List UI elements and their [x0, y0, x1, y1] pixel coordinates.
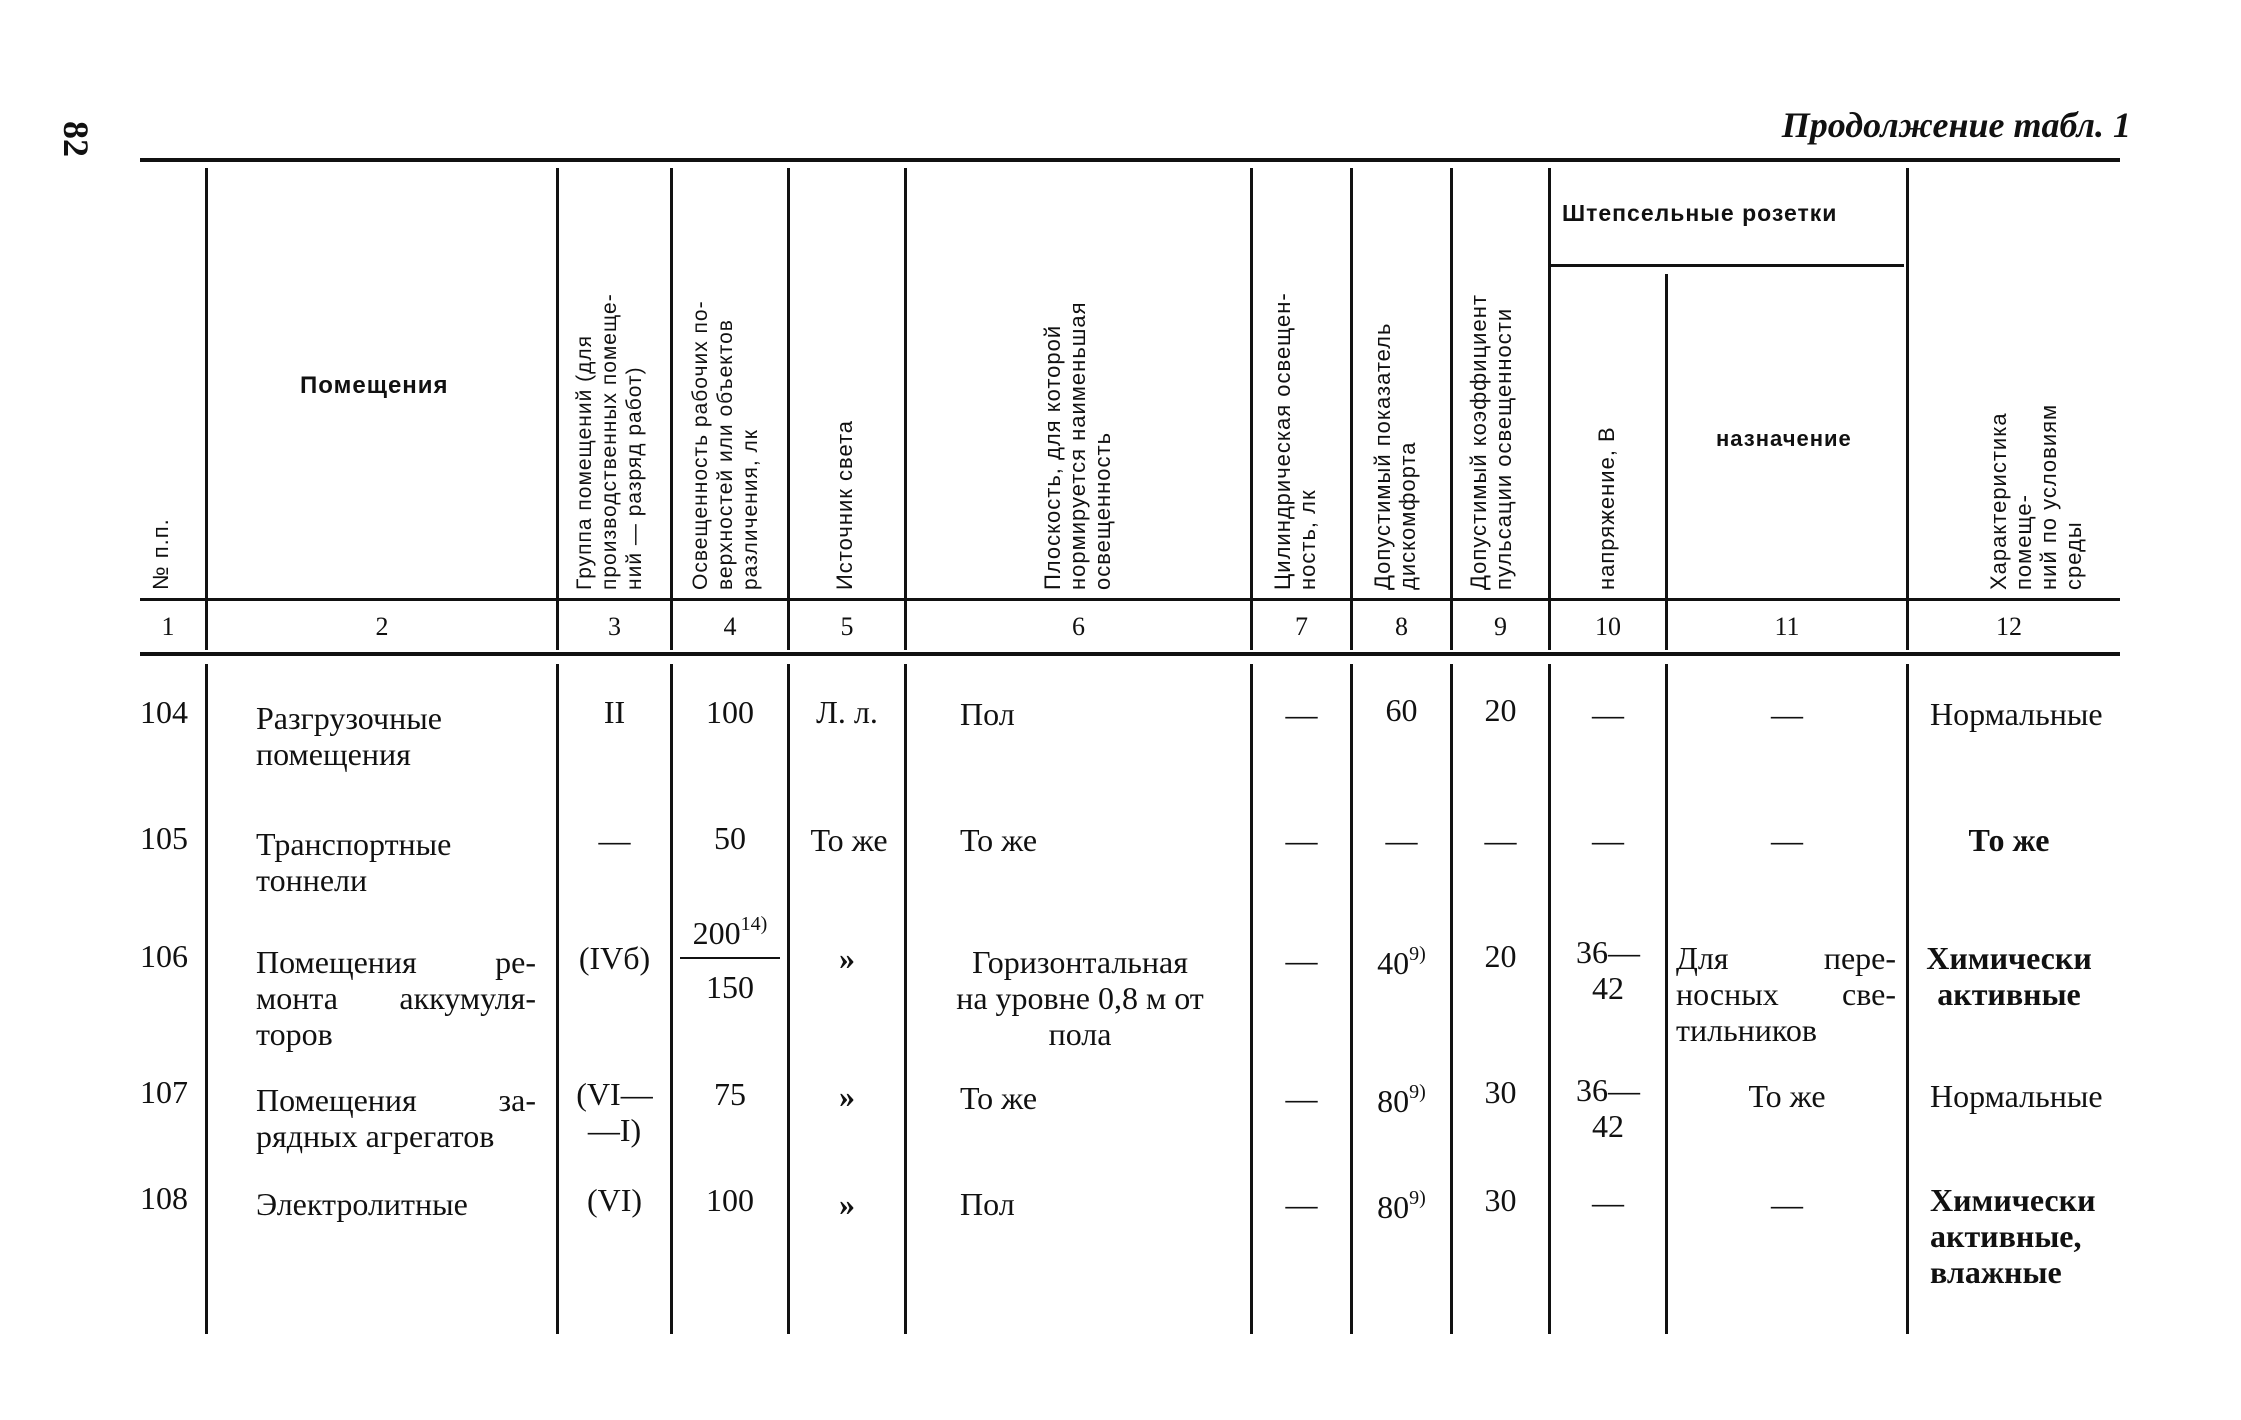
light-source: » — [839, 1078, 855, 1114]
header-rooms: Помещения — [300, 372, 449, 399]
pulsation: 20 — [1484, 938, 1517, 974]
plane: То же — [960, 1080, 1038, 1116]
table-continuation-title: Продолжение табл. 1 — [1781, 105, 2131, 145]
room-group: (VI) — [586, 1182, 643, 1218]
col-number-7: 7 — [1295, 612, 1308, 641]
header-plane: Плоскость, для которой нормируется наименьшая освещенность — [1040, 301, 1115, 590]
col-divider — [205, 664, 208, 1334]
discomfort: 80$^{9)}$ — [1377, 1081, 1426, 1119]
cylindrical: — — [1285, 696, 1318, 732]
room-group: (VI— —I) — [576, 1076, 653, 1148]
col-number-1: 1 — [161, 612, 175, 641]
col-divider — [1250, 664, 1253, 1334]
col-divider — [1665, 664, 1668, 1334]
room-group: II — [603, 694, 626, 730]
cylindrical: — — [1285, 1186, 1318, 1222]
col-divider — [1350, 664, 1353, 1334]
room-name: Электролитные — [256, 1186, 468, 1222]
col-number-12: 12 — [1996, 612, 2022, 641]
illuminance: 100 — [706, 694, 754, 730]
col-number-4: 4 — [723, 612, 737, 641]
col-number-2: 2 — [375, 612, 389, 641]
purpose: То же — [1748, 1078, 1826, 1114]
illuminance: 75 — [714, 1076, 746, 1112]
pulsation: 20 — [1484, 692, 1517, 728]
voltage: — — [1592, 822, 1624, 858]
plane: Горизонтальная на уровне 0,8 м от пола — [956, 944, 1204, 1052]
plane: Пол — [960, 696, 1015, 732]
fraction-line — [680, 957, 780, 959]
col-divider — [1350, 168, 1353, 650]
environment: Нормальные — [1930, 696, 2103, 732]
col-divider — [670, 168, 673, 650]
room-group: — — [598, 822, 631, 858]
header-cylindrical: Цилиндрическая освещен- ность, лк — [1270, 292, 1320, 590]
room-name: Разгрузочные помещения — [256, 700, 442, 772]
row-number: 107 — [140, 1074, 188, 1110]
voltage: 36— 42 — [1576, 934, 1640, 1006]
header-purpose: назначение — [1716, 426, 1852, 451]
col-number-3: 3 — [608, 612, 621, 641]
cylindrical: — — [1285, 822, 1318, 858]
col-number-6: 6 — [1072, 612, 1085, 641]
top-rule — [140, 158, 2120, 162]
page-number: 82 — [56, 121, 96, 157]
room-name: Транспортные тоннели — [256, 826, 452, 898]
environment: Химически активные, влажные — [1930, 1182, 2096, 1290]
col-number-8: 8 — [1395, 612, 1408, 641]
col-divider — [1548, 168, 1551, 650]
purpose: — — [1771, 696, 1803, 732]
header-environment: Характеристика помеще- ний по условиям среды — [1986, 403, 2086, 590]
header-sockets: Штепсельные розетки — [1562, 200, 1838, 226]
room-name: Помещения ре- монта аккумуля- торов — [256, 944, 536, 1052]
pulsation: — — [1484, 822, 1517, 858]
voltage: — — [1592, 696, 1624, 732]
discomfort: 60 — [1385, 692, 1418, 728]
col-divider — [556, 664, 559, 1334]
col-number-11: 11 — [1774, 612, 1800, 641]
row-number: 105 — [140, 820, 188, 856]
header-number: № п.п. — [148, 518, 173, 590]
discomfort: 80$^{9)}$ — [1377, 1187, 1426, 1225]
col-divider — [556, 168, 559, 650]
col-divider — [787, 168, 790, 650]
header-discomfort: Допустимый показатель дискомфорта — [1370, 322, 1420, 590]
header-pulsation: Допустимый коэффициент пульсации освещенности — [1466, 294, 1516, 590]
pulsation: 30 — [1484, 1182, 1517, 1218]
environment: Нормальные — [1930, 1078, 2103, 1114]
col-divider — [787, 664, 790, 1334]
environment: То же — [1968, 822, 2050, 858]
col-divider — [1450, 664, 1453, 1334]
purpose: — — [1771, 822, 1803, 858]
environment: Химически активные — [1926, 940, 2092, 1012]
col-number-5: 5 — [840, 612, 854, 641]
purpose: Для пере- носных све- тильников — [1676, 940, 1896, 1048]
col-divider — [904, 664, 907, 1334]
illuminance-numerator: 200$^{14)}$ — [692, 913, 768, 951]
voltage: — — [1592, 1184, 1624, 1220]
cylindrical: — — [1285, 942, 1318, 978]
room-name: Помещения за- рядных агрегатов — [256, 1082, 536, 1154]
illuminance-fraction — [680, 906, 780, 1005]
row-number: 108 — [140, 1180, 188, 1216]
header-light-source: Источник света — [832, 419, 857, 590]
header-voltage: напряжение, В — [1594, 426, 1619, 590]
row-number: 104 — [140, 694, 188, 730]
col-divider — [1906, 168, 1909, 650]
room-group: (IVб) — [578, 940, 651, 976]
light-source: » — [839, 940, 855, 976]
purpose: — — [1771, 1186, 1803, 1222]
plane: Пол — [960, 1186, 1015, 1222]
illuminance-denominator: 150 — [706, 969, 754, 1005]
col-divider — [904, 168, 907, 650]
plane: То же — [960, 822, 1038, 858]
col-divider — [1450, 168, 1453, 650]
header-illuminance: Освещенность рабочих по- верхностей или объектов различения, лк — [689, 300, 762, 590]
pulsation: 30 — [1484, 1074, 1517, 1110]
row-number: 106 — [140, 938, 188, 974]
col-divider — [1250, 168, 1253, 650]
socket-group-rule — [1550, 264, 1904, 267]
col-number-9: 9 — [1494, 612, 1507, 641]
col-divider — [1665, 274, 1668, 650]
header-room-group: Группа помещений (для производственных помеще- ний — разряд работ) — [573, 293, 646, 590]
illuminance: 100 — [706, 1182, 754, 1218]
col-divider — [670, 664, 673, 1334]
illuminance: 50 — [714, 820, 746, 856]
discomfort: 40$^{9)}$ — [1377, 943, 1426, 981]
light-source: Л. л. — [816, 694, 878, 730]
light-source: » — [839, 1186, 855, 1222]
voltage: 36— 42 — [1576, 1072, 1640, 1144]
header-bottom-rule — [140, 598, 2120, 601]
colnum-bottom-rule — [140, 652, 2120, 656]
col-number-10: 10 — [1595, 612, 1621, 641]
discomfort: — — [1385, 822, 1418, 858]
light-source: То же — [810, 822, 888, 858]
col-divider — [205, 168, 208, 650]
cylindrical: — — [1285, 1080, 1318, 1116]
